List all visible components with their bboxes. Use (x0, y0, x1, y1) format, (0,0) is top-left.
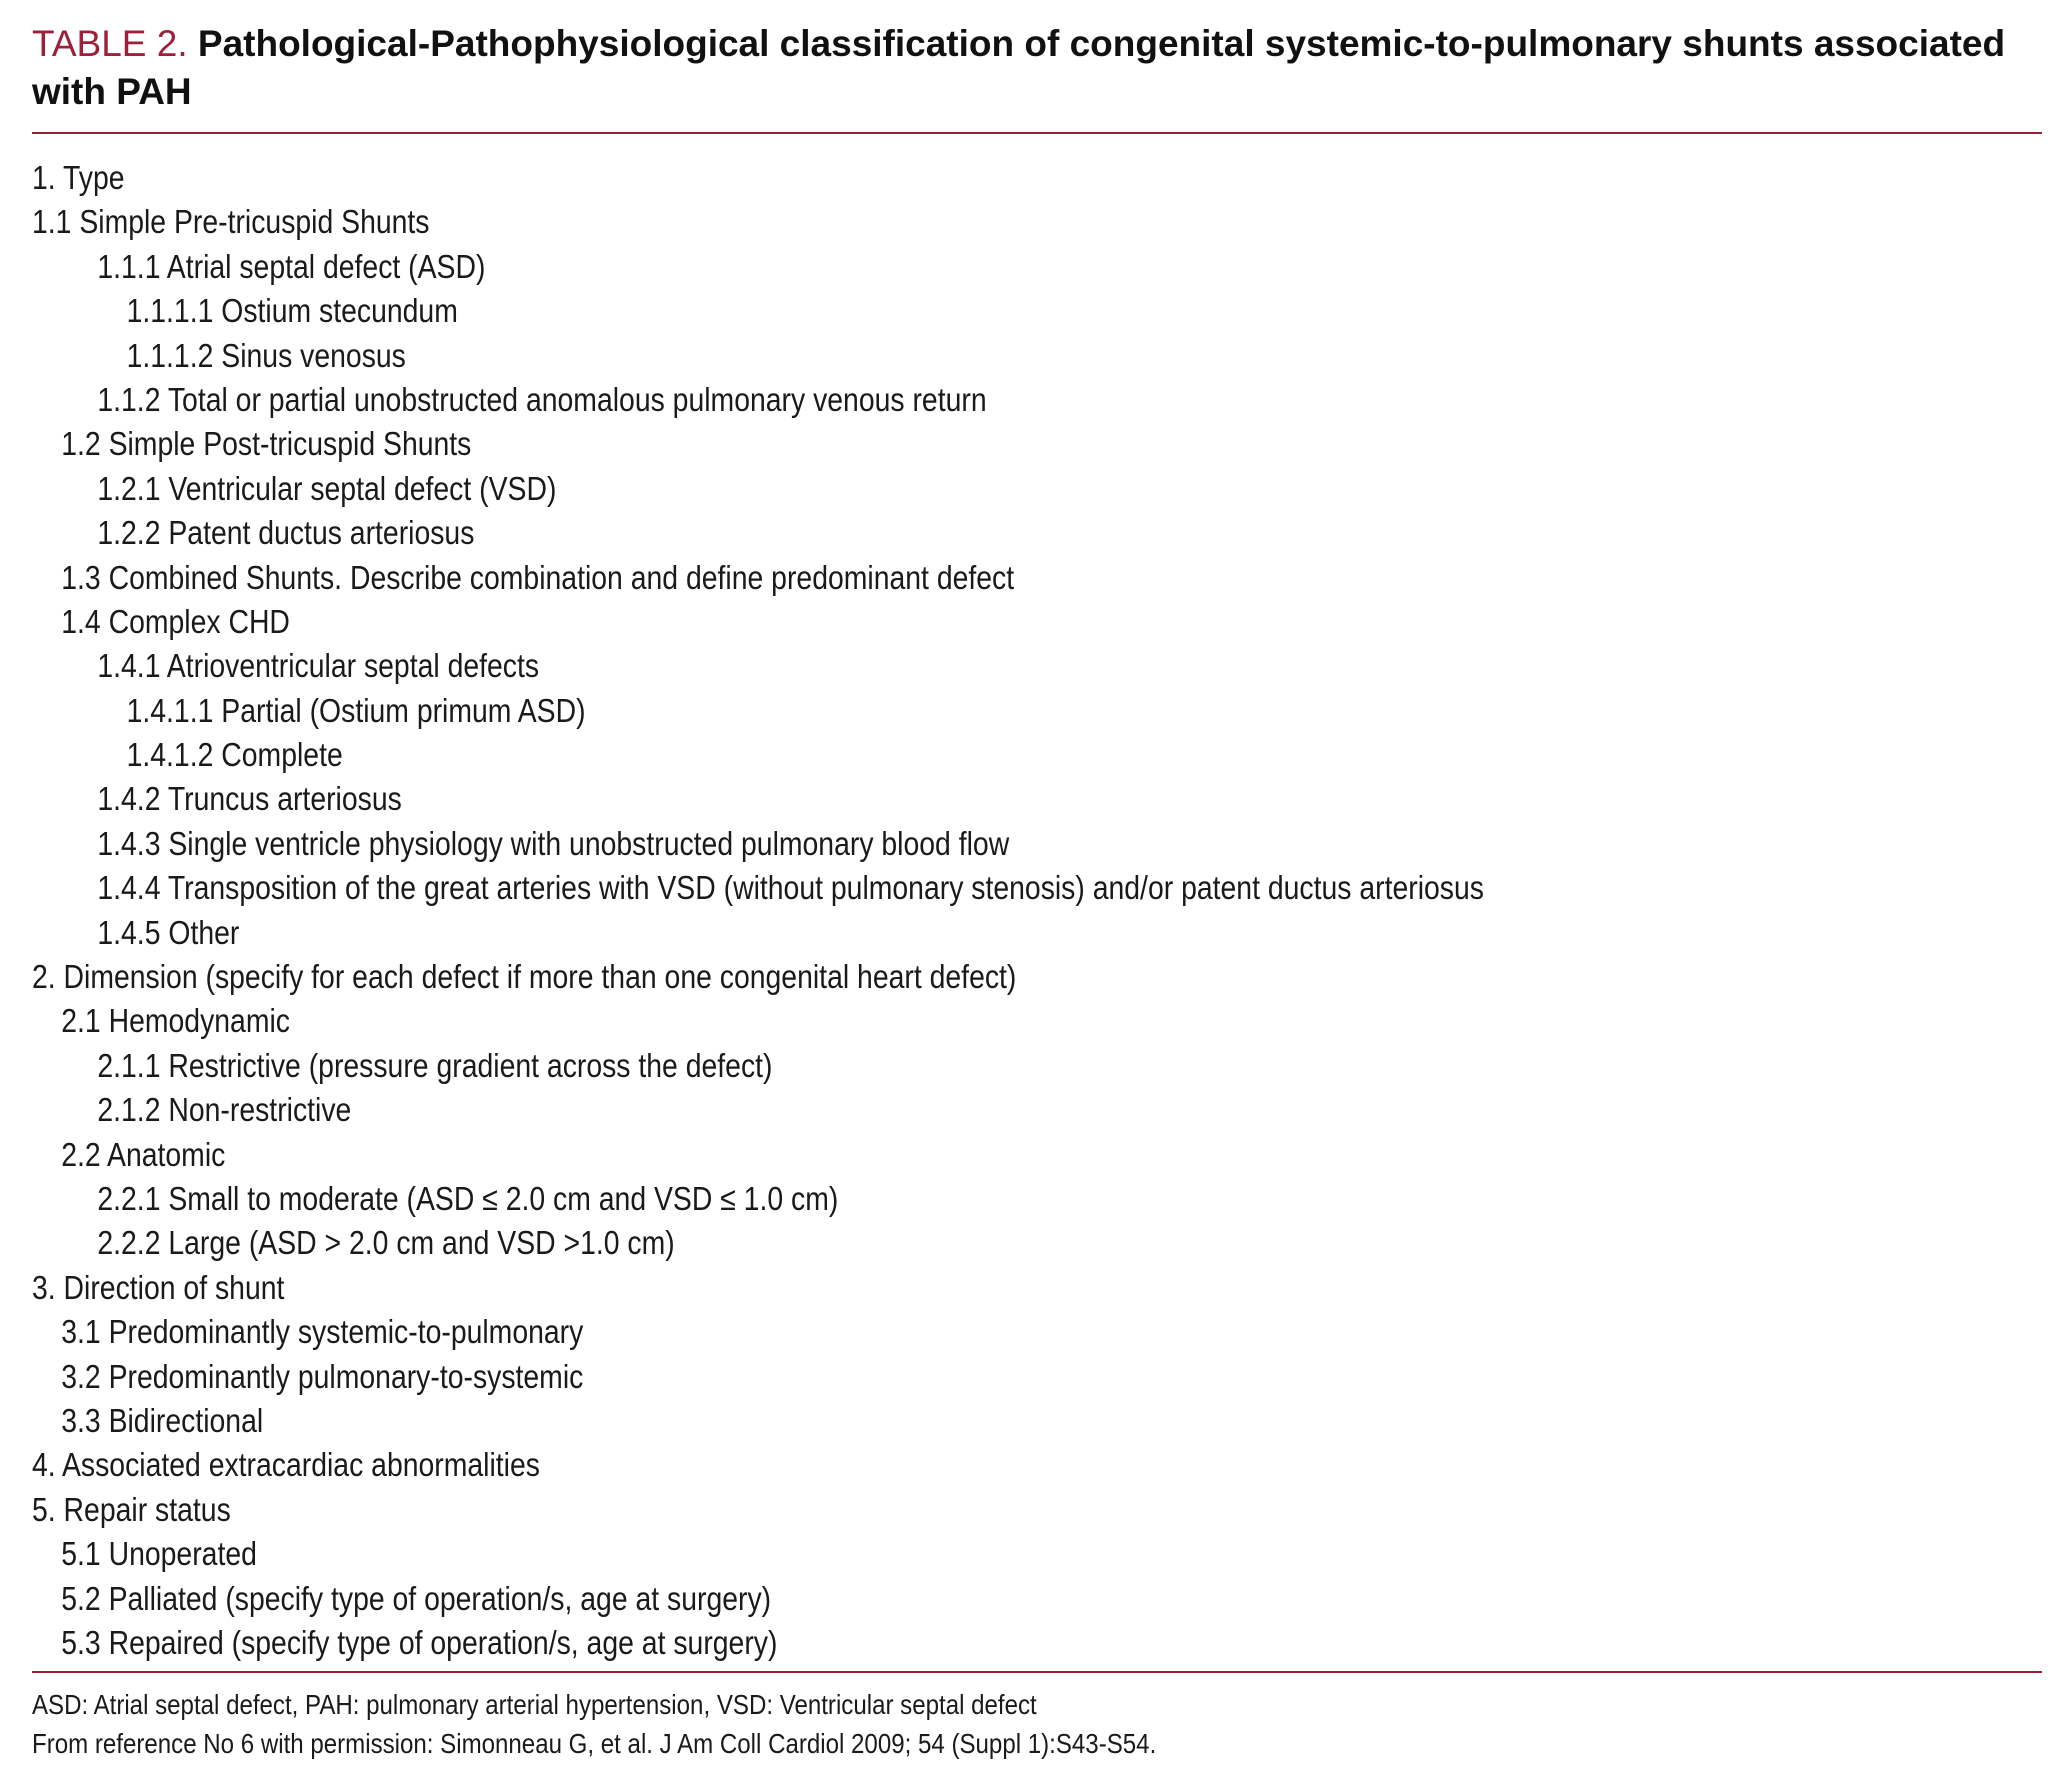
list-item: 1.4.3 Single ventricle physiology with unobstructed pulmonary blood flow (97, 824, 1010, 862)
list-item: 1.4.1.2 Complete (126, 736, 343, 774)
table-title: Pathological-Pathophysiological classification of congenital systemic-to-pulmonary shunts associated with PAH (32, 23, 2006, 112)
list-item: 2.2 Anatomic (61, 1135, 226, 1173)
list-item: 1.1.1.1 Ostium stecundum (126, 292, 458, 330)
list-item: 1.4 Complex CHD (61, 602, 290, 640)
list-item: 2.1.2 Non-restrictive (97, 1091, 352, 1129)
list-item: 2.2.2 Large (ASD > 2.0 cm and VSD >1.0 cm) (97, 1224, 675, 1262)
list-item: 1.3 Combined Shunts. Describe combination and define predominant defect (61, 558, 1015, 596)
list-item: 2.1.1 Restrictive (pressure gradient across the defect) (97, 1046, 773, 1084)
table-figure (32, 20, 2042, 1763)
table-footnotes (32, 1685, 2042, 1763)
list-item: 1.1.1 Atrial septal defect (ASD) (97, 247, 486, 285)
bottom-rule (32, 1671, 2042, 1673)
list-item: 1.1.1.2 Sinus venosus (126, 336, 406, 374)
list-item: 1.4.2 Truncus arteriosus (97, 780, 402, 818)
classification-list (32, 156, 2042, 1665)
list-item: 2.1 Hemodynamic (61, 1002, 290, 1040)
list-item: 3.3 Bidirectional (61, 1401, 264, 1439)
table-label: TABLE 2. (32, 23, 188, 64)
list-item: 1.2.1 Ventricular septal defect (VSD) (97, 469, 557, 507)
list-item: 1. Type (32, 159, 125, 196)
list-item: 1.4.4 Transposition of the great arteries with VSD (without pulmonary stenosis) and/or patent ductus arteriosus (97, 869, 1484, 907)
list-item: 1.4.1.1 Partial (Ostium primum ASD) (126, 691, 586, 729)
list-item: 5.3 Repaired (specify type of operation/s, age at surgery) (61, 1623, 778, 1661)
table-caption (32, 20, 2042, 116)
list-item: 1.1.2 Total or partial unobstructed anomalous pulmonary venous return (97, 380, 987, 418)
list-item: 1.2 Simple Post-tricuspid Shunts (61, 425, 472, 463)
list-item: 3. Direction of shunt (32, 1268, 285, 1306)
footnote: ASD: Atrial septal defect, PAH: pulmonary arterial hypertension, VSD: Ventricular septal defect (32, 1689, 1037, 1721)
footnote: From reference No 6 with permission: Simonneau G, et al. J Am Coll Cardiol 2009; 54 (Suppl 1):S43-S54. (32, 1728, 1157, 1760)
list-item: 2.2.1 Small to moderate (ASD ≤ 2.0 cm and VSD ≤ 1.0 cm) (97, 1179, 839, 1217)
list-item: 5. Repair status (32, 1490, 231, 1528)
list-item: 1.4.1 Atrioventricular septal defects (97, 647, 540, 685)
list-item: 5.2 Palliated (specify type of operation/s, age at surgery) (61, 1579, 772, 1617)
list-item: 2. Dimension (specify for each defect if more than one congenital heart defect) (32, 958, 1017, 996)
list-item: 3.2 Predominantly pulmonary-to-systemic (61, 1357, 584, 1395)
list-item: 1.4.5 Other (97, 913, 240, 951)
list-item: 5.1 Unoperated (61, 1535, 257, 1573)
list-item: 3.1 Predominantly systemic-to-pulmonary (61, 1313, 584, 1351)
top-rule (32, 132, 2042, 134)
list-item: 4. Associated extracardiac abnormalities (32, 1446, 540, 1484)
list-item: 1.2.2 Patent ductus arteriosus (97, 514, 475, 552)
list-item: 1.1 Simple Pre-tricuspid Shunts (32, 203, 430, 241)
